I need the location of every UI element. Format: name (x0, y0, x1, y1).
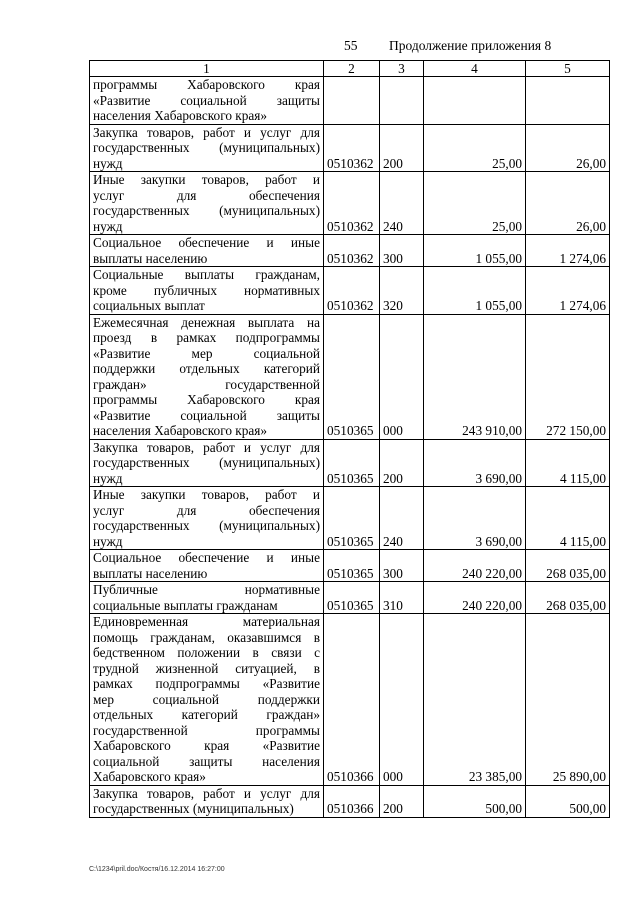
row-amount-year-1: 1 055,00 (424, 267, 526, 315)
description-line: проезд в рамках подпрограммы (93, 330, 320, 345)
description-line: социальной защиты населения (93, 753, 320, 769)
description-line: Единовременная материальная (93, 614, 320, 629)
description-line: трудной жизненной ситуацией, в (93, 660, 320, 676)
row-amount-year-1: 3 690,00 (424, 487, 526, 550)
file-path-footer: C:\1234\pril.doc/Костя/16.12.2014 16:27:00 (89, 866, 225, 873)
description-line: рамках подпрограммы «Развитие (93, 676, 320, 691)
row-amount-year-2: 25 890,00 (526, 614, 610, 786)
description-line: граждан» государственной (93, 376, 320, 392)
description-line: населения Хабаровского края» (93, 108, 268, 123)
row-code: 0510362 (324, 172, 380, 235)
row-code (324, 77, 380, 125)
table-row (90, 314, 610, 439)
description-line: Хабаровского края «Развитие (93, 738, 320, 753)
description-line: услуг для обеспечения (93, 187, 320, 203)
column-number-row (90, 61, 610, 77)
row-amount-year-2: 26,00 (526, 172, 610, 235)
row-amount-year-2 (526, 77, 610, 125)
row-amount-year-1: 243 910,00 (424, 314, 526, 439)
row-description (90, 235, 324, 267)
description-line: помощь гражданам, оказавшимся в (93, 629, 320, 645)
description-line: «Развитие мер социальной (93, 345, 320, 361)
description-line: Закупка товаров, работ и услуг для (93, 439, 320, 455)
description-line: Ежемесячная денежная выплата на (93, 314, 320, 330)
row-amount-year-2: 272 150,00 (526, 314, 610, 439)
row-description (90, 614, 324, 786)
row-code: 0510362 (324, 124, 380, 172)
row-description (90, 124, 324, 172)
row-description (90, 314, 324, 439)
row-expense-type: 000 (380, 314, 424, 439)
description-line: отдельных категорий граждан» (93, 707, 320, 722)
row-expense-type: 200 (380, 439, 424, 487)
description-line: социальные выплаты гражданам (93, 597, 278, 613)
row-expense-type: 200 (380, 124, 424, 172)
row-amount-year-1: 240 220,00 (424, 582, 526, 614)
row-amount-year-2: 26,00 (526, 124, 610, 172)
row-amount-year-1: 1 055,00 (424, 235, 526, 267)
description-line: Иные закупки товаров, работ и (93, 172, 320, 187)
description-line: Социальные выплаты гражданам, (93, 267, 320, 282)
row-expense-type: 240 (380, 487, 424, 550)
description-line: государственных (муниципальных) (93, 140, 320, 155)
description-line: поддержки отдельных категорий (93, 361, 320, 376)
continuation-title: Продолжение приложения 8 (389, 38, 552, 53)
table-row (90, 77, 610, 125)
row-description (90, 172, 324, 235)
row-amount-year-1: 240 220,00 (424, 550, 526, 582)
description-line: государственных (муниципальных) (93, 801, 294, 816)
row-code: 0510362 (324, 267, 380, 315)
row-amount-year-2: 500,00 (526, 785, 610, 817)
description-line: Публичные нормативные (93, 582, 320, 597)
column-header: 5 (526, 61, 610, 77)
row-code: 0510366 (324, 614, 380, 786)
description-line: нужд (93, 218, 123, 234)
description-line: Хабаровского края» (93, 769, 206, 784)
row-code: 0510365 (324, 582, 380, 614)
description-line: мер социальной поддержки (93, 691, 320, 707)
row-expense-type: 300 (380, 235, 424, 267)
description-line: Социальное обеспечение и иные (93, 550, 320, 565)
column-header: 1 (90, 61, 324, 77)
table-row (90, 172, 610, 235)
description-line: выплаты населению (93, 565, 208, 581)
row-description (90, 267, 324, 315)
row-amount-year-1: 3 690,00 (424, 439, 526, 487)
row-code: 0510365 (324, 550, 380, 582)
table-row (90, 614, 610, 786)
row-amount-year-1: 25,00 (424, 172, 526, 235)
description-line: услуг для обеспечения (93, 502, 320, 518)
description-line: Социальное обеспечение и иные (93, 235, 320, 250)
row-amount-year-2: 268 035,00 (526, 550, 610, 582)
description-line: кроме публичных нормативных (93, 282, 320, 298)
description-line: Закупка товаров, работ и услуг для (93, 124, 320, 140)
row-amount-year-2: 268 035,00 (526, 582, 610, 614)
table-row (90, 235, 610, 267)
description-line: бедственном положении в связи с (93, 645, 320, 660)
description-line: населения Хабаровского края» (93, 423, 268, 438)
row-expense-type: 310 (380, 582, 424, 614)
table-row (90, 267, 610, 315)
column-header: 2 (324, 61, 380, 77)
row-expense-type: 320 (380, 267, 424, 315)
row-expense-type: 300 (380, 550, 424, 582)
budget-table (89, 60, 610, 818)
row-code: 0510365 (324, 439, 380, 487)
row-amount-year-1: 500,00 (424, 785, 526, 817)
row-expense-type (380, 77, 424, 125)
table-row (90, 487, 610, 550)
description-line: «Развитие социальной защиты (93, 92, 320, 108)
description-line: нужд (93, 470, 123, 486)
table-row (90, 582, 610, 614)
row-description (90, 550, 324, 582)
description-line: государственных (муниципальных) (93, 518, 320, 533)
row-description (90, 487, 324, 550)
description-line: нужд (93, 155, 123, 171)
description-line: государственных (муниципальных) (93, 203, 320, 218)
table-row (90, 785, 610, 817)
description-line: выплаты населению (93, 250, 208, 266)
description-line: программы Хабаровского края (93, 77, 320, 92)
row-description (90, 582, 324, 614)
table-row (90, 124, 610, 172)
row-description (90, 439, 324, 487)
description-line: нужд (93, 533, 123, 549)
column-header: 4 (424, 61, 526, 77)
row-amount-year-1 (424, 77, 526, 125)
row-code: 0510365 (324, 314, 380, 439)
row-description (90, 785, 324, 817)
row-expense-type: 000 (380, 614, 424, 786)
page-number: 55 (344, 38, 358, 53)
table-row (90, 550, 610, 582)
row-amount-year-1: 23 385,00 (424, 614, 526, 786)
description-line: Закупка товаров, работ и услуг для (93, 785, 320, 801)
row-amount-year-1: 25,00 (424, 124, 526, 172)
row-amount-year-2: 1 274,06 (526, 267, 610, 315)
description-line: государственных (муниципальных) (93, 455, 320, 470)
column-header: 3 (380, 61, 424, 77)
description-line: государственной программы (93, 722, 320, 738)
row-code: 0510366 (324, 785, 380, 817)
description-line: социальных выплат (93, 298, 205, 313)
description-line: программы Хабаровского края (93, 392, 320, 407)
description-line: «Развитие социальной защиты (93, 407, 320, 423)
row-code: 0510362 (324, 235, 380, 267)
description-line: Иные закупки товаров, работ и (93, 487, 320, 502)
page-header (0, 38, 640, 56)
row-expense-type: 240 (380, 172, 424, 235)
row-expense-type: 200 (380, 785, 424, 817)
row-amount-year-2: 4 115,00 (526, 439, 610, 487)
table-row (90, 439, 610, 487)
row-amount-year-2: 4 115,00 (526, 487, 610, 550)
row-description (90, 77, 324, 125)
row-code: 0510365 (324, 487, 380, 550)
row-amount-year-2: 1 274,06 (526, 235, 610, 267)
